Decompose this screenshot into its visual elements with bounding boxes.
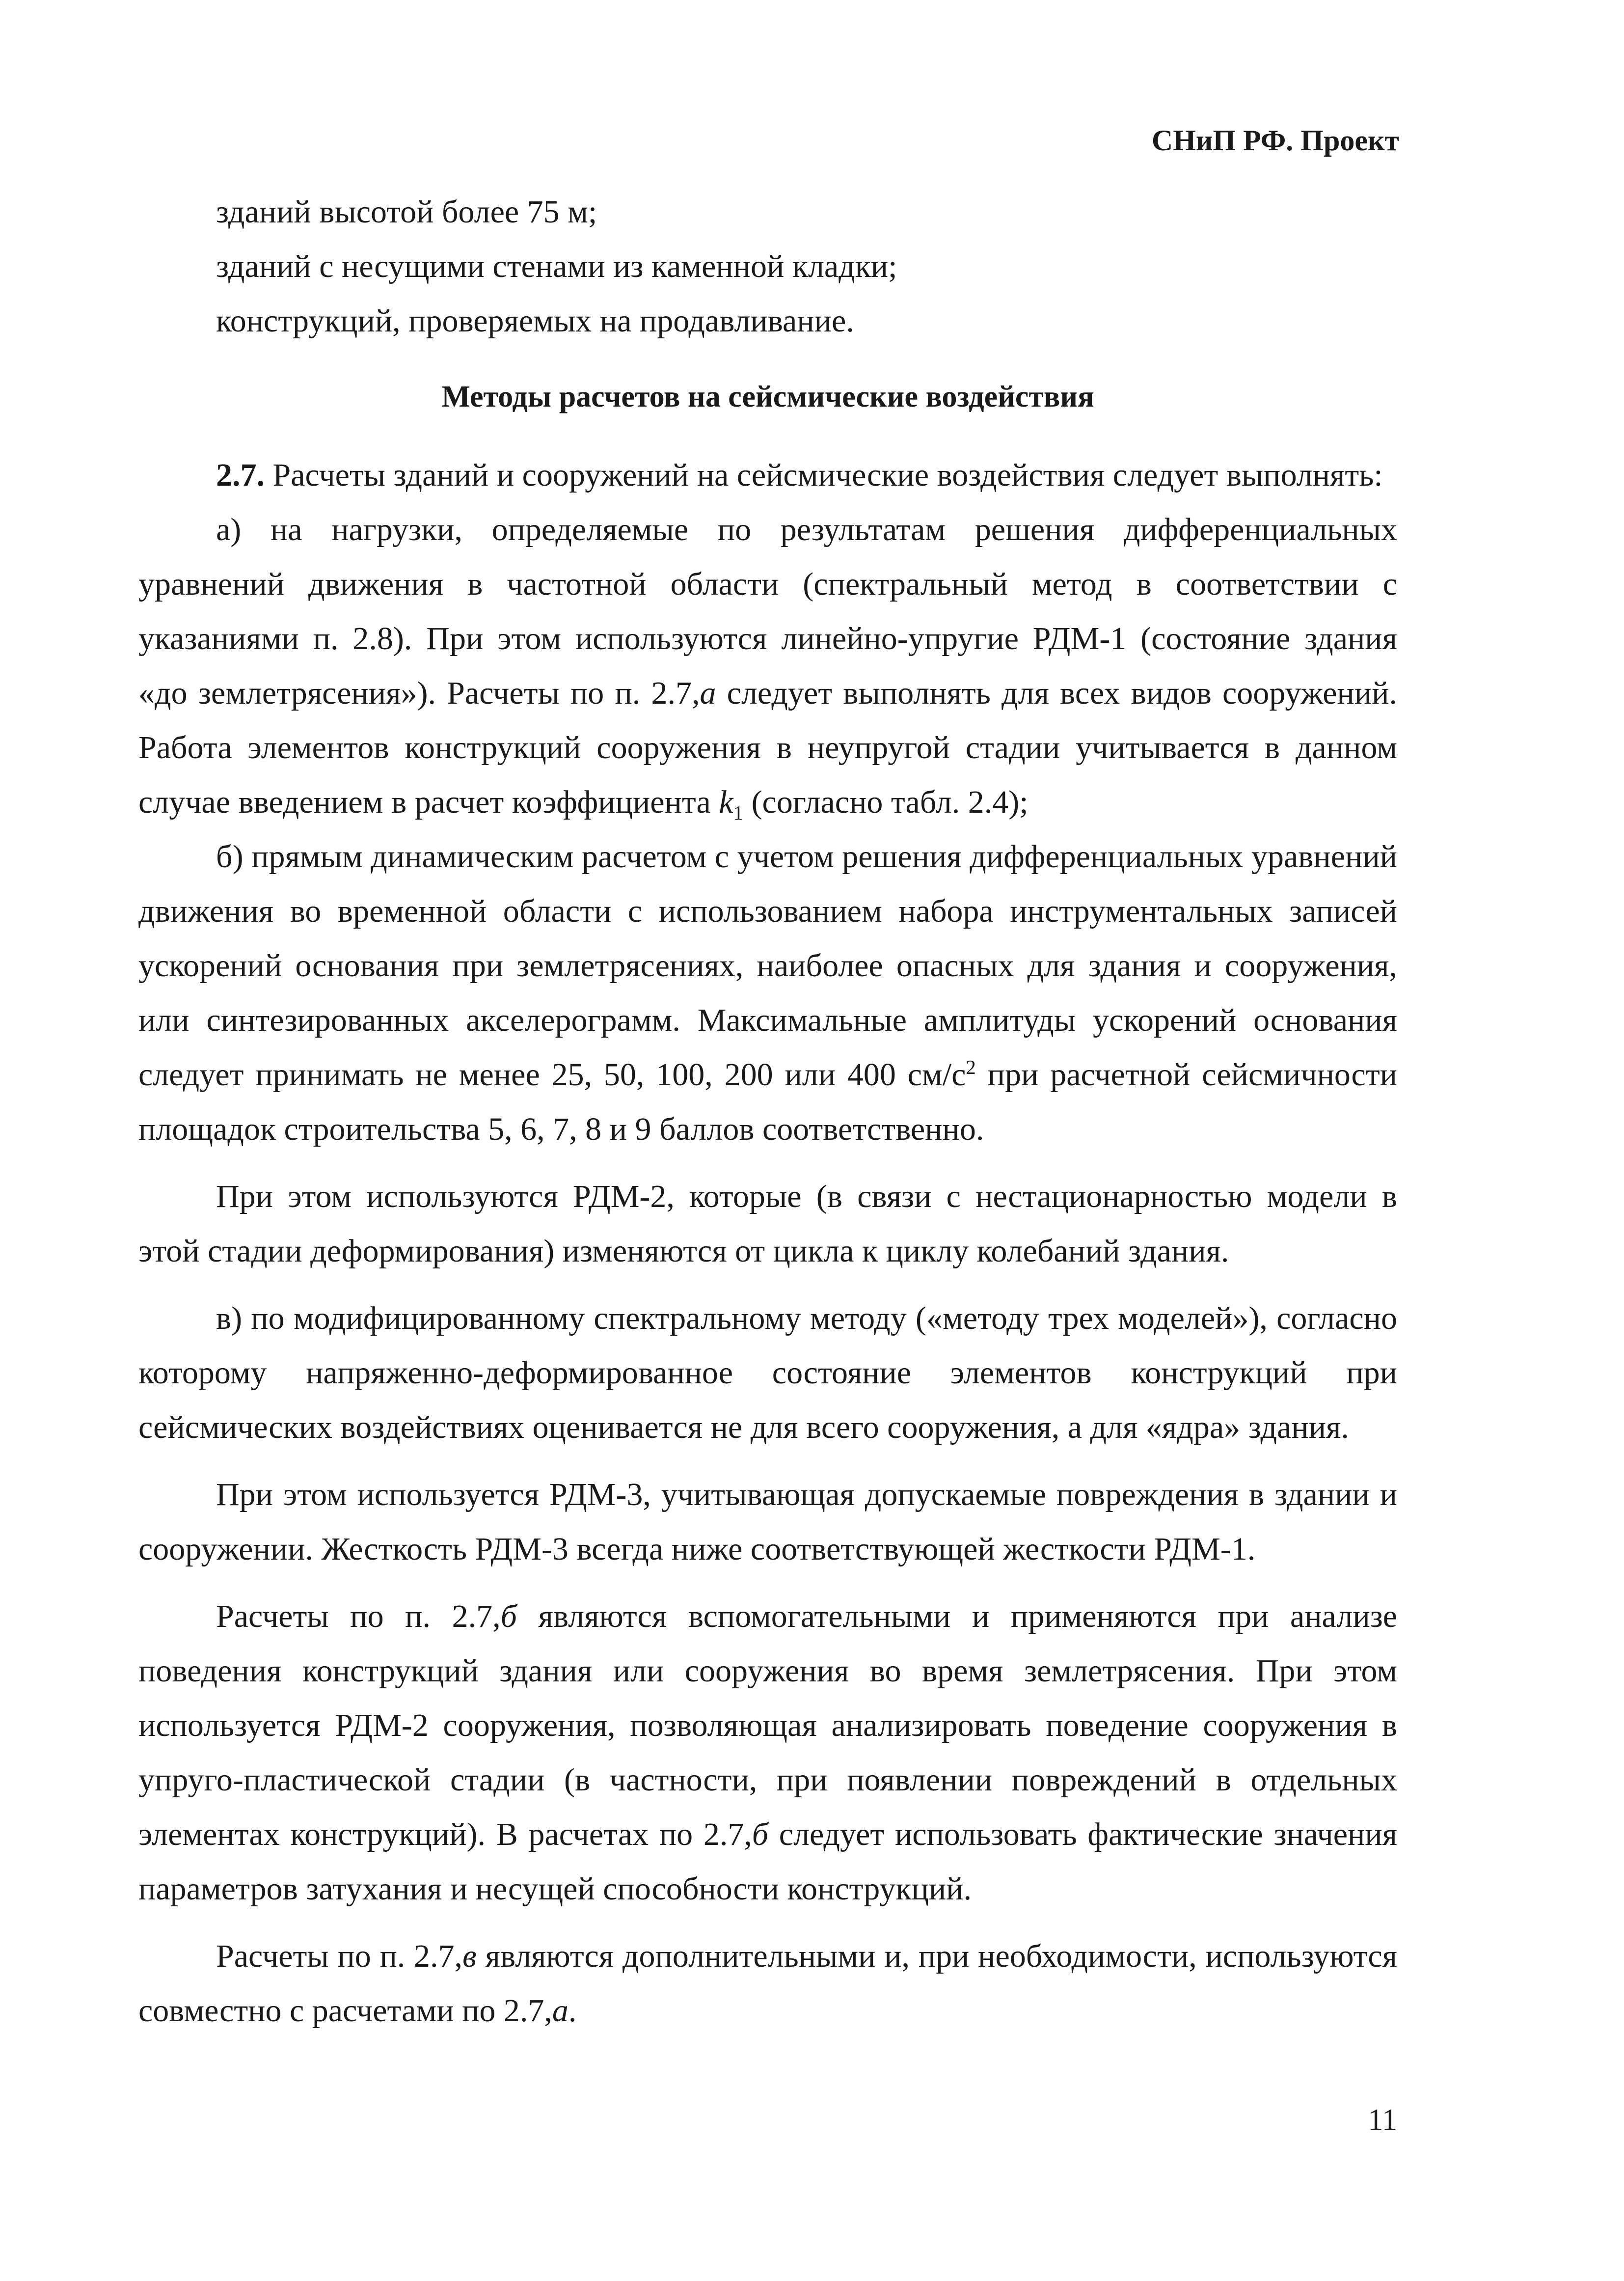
coefficient-k-subscript: 1 [733,802,744,824]
clause-number: 2.7. [216,457,265,493]
paragraph-rdm2: При этом используются РДМ-2, которые (в связи с нестационарностью модели в этой стадии деформирования) изменяются от цикла к циклу колебаний здания. [138,1179,1397,1269]
spacer [138,1278,1397,1291]
paragraph-a-text-2: следует выполнять для всех видов сооружений. Работа элементов конструкций сооружения в неупругой стадии учитывается в данном случае введением в расчет коэффициента [138,675,1397,820]
page-number: 11 [1368,2103,1397,2137]
text-column [138,185,1397,2038]
paragraph-b-aux-text-3: следует использовать фактические значения параметров затухания и несущей способности конструкций. [138,1816,1398,1907]
paragraph-b-auxiliary [138,1589,1397,1916]
paragraph-b-aux-italic-ref-2: б [752,1816,769,1852]
spacer [138,1916,1397,1929]
clause-text: Расчеты зданий и сооружений на сейсмические воздействия следует выполнять: [265,457,1383,493]
paragraph-v: в) по модифицированному спектральному методу («методу трех моделей»), согласно которому напряженно-деформированное состояние элементов конструкций при сейсмических воздействиях оценивается не для всего сооружения, а для «ядра» здания. [138,1300,1397,1445]
paragraph-v-additional [138,1929,1397,2038]
running-title: СНиП РФ. Проект [1151,124,1399,157]
spacer [138,1455,1397,1467]
paragraph-v-add-text-1: Расчеты по п. 2.7, [216,1938,463,1974]
paragraph-v-add-italic-ref-1: в [462,1938,477,1974]
spacer [138,1576,1397,1589]
paragraph-v-add-text-3: . [568,1993,577,2029]
paragraph-2-7 [138,448,1397,502]
paragraph-a [138,502,1397,829]
paragraph-b [138,829,1397,1156]
list-item-punching: конструкций, проверяемых на продавливание. [216,303,854,339]
paragraph-rdm3: При этом используется РДМ-3, учитывающая допускаемые повреждения в здании и сооружении. Жесткость РДМ-3 всегда ниже соответствующей жесткости РДМ-1. [138,1477,1397,1567]
paragraph-b-aux-text-2: являются вспомогательными и применяются при анализе поведения конструкций здания или сооружения во время землетрясения. При этом используется РДМ-2 сооружения, позволяющая анализировать поведение сооружения в упруго-пластической стадии (в частности, при появлении повреждений в отдельных элементах конструкций). В расчетах по 2.7, [138,1598,1398,1852]
paragraph-a-text-3: (согласно табл. 2.4); [743,784,1029,820]
unit-superscript: 2 [966,1056,976,1078]
coefficient-k: k [719,784,733,820]
paragraph-a-text-1: а) на нагрузки, определяемые по результатам решения дифференциальных уравнений движения в частотной области (спектральный метод в соответствии с указаниями п. 2.8). При этом используются линейно-упругие РДМ-1 (состояние здания «до землетрясения»). Расчеты по п. 2.7, [138,512,1397,711]
paragraph-b-aux-text-1: Расчеты по п. 2.7, [216,1598,501,1634]
section-heading: Методы расчетов на сейсмические воздействия [441,380,1094,413]
list-item-masonry: зданий с несущими стенами из каменной кладки; [216,248,897,284]
paragraph-a-italic-ref: а [700,675,716,711]
paragraph-b-aux-italic-ref-1: б [500,1598,517,1634]
spacer [138,1156,1397,1169]
paragraph-b-text-2: при расчетной сейсмичности площадок строительства 5, 6, 7, 8 и 9 баллов соответственно. [138,1057,1397,1147]
paragraph-v-add-text-2: являются дополнительными и, при необходимости, используются совместно с расчетами по 2.7, [138,1938,1397,2029]
paragraph-b-text-1: б) прямым динамическим расчетом с учетом решения дифференциальных уравнений движения во временной области с использованием набора инструментальных записей ускорений основания при землетрясениях, наиболее опасных для здания и сооружения, или синтезированных акселерограмм. Максимальные амплитуды ускорений основания следует принимать не менее 25, 50, 100, 200 или 400 см/с [138,839,1397,1093]
list-item-height: зданий высотой более 75 м; [216,194,597,230]
paragraph-v-add-italic-ref-2: а [552,1993,568,2029]
